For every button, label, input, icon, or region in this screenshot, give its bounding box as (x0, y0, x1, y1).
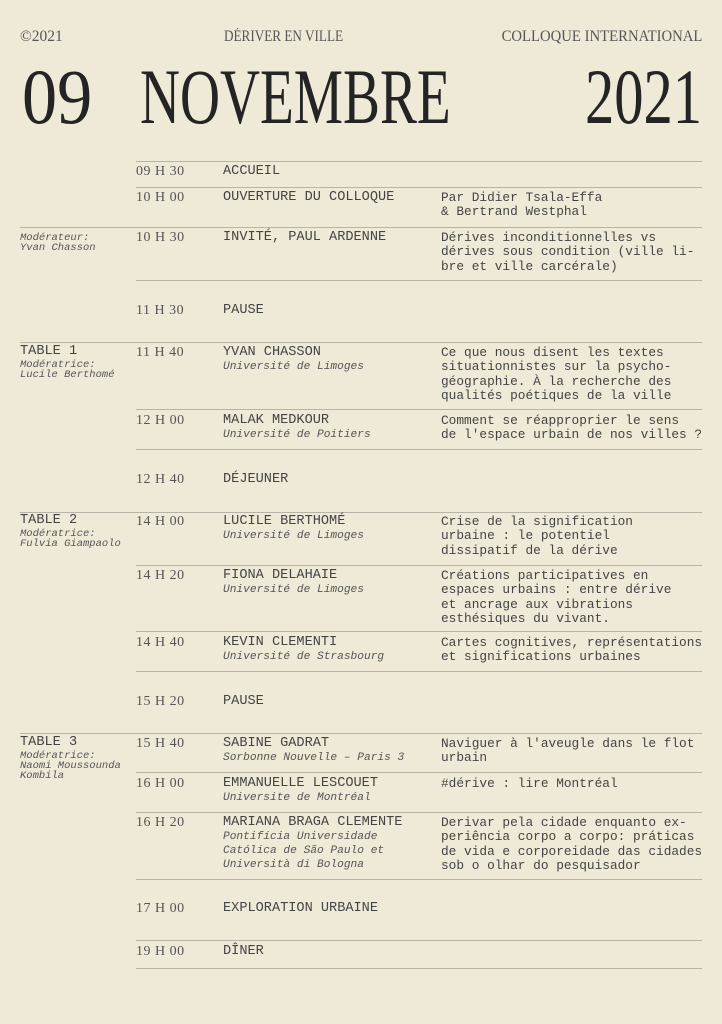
event-type: COLLOQUE INTERNATIONAL (501, 28, 702, 45)
title-column (223, 816, 438, 872)
table-block (20, 515, 134, 549)
speaker-name: MARIANA BRAGA CLEMENTE (223, 815, 403, 830)
divider (136, 968, 702, 969)
description: Dérives inconditionnelles vs dérives sous condition (ville li- bre et ville carcérale) (441, 230, 695, 274)
speaker-name: LUCILE BERTHOMÉ (223, 514, 346, 529)
title-column (223, 737, 438, 765)
speaker-affiliation: Université de Strasbourg (223, 651, 385, 663)
schedule-row (20, 879, 702, 940)
title-column (223, 414, 438, 442)
moderator-label: Modératrice: (20, 750, 96, 762)
session-title: EXPLORATION URBAINE (223, 901, 378, 916)
description: Par Didier Tsala-Effa & Bertrand Westphal (441, 190, 603, 220)
moderator-name: Fulvia Giampaolo (20, 538, 121, 550)
schedule-row (20, 280, 702, 342)
time: 16 H 20 (136, 815, 185, 830)
time: 15 H 20 (136, 694, 185, 709)
speaker-name: FIONA DELAHAIE (223, 568, 338, 583)
schedule-row (20, 812, 702, 879)
title-column (223, 304, 438, 318)
schedule-row (20, 512, 702, 565)
moderator-label: Modérateur: (20, 232, 90, 244)
speaker-name: KEVIN CLEMENTI (223, 635, 338, 650)
title-column (223, 191, 438, 205)
description: Créations participatives en espaces urbains : entre dérive et ancrage aux vibrations esthésiques du vivant. (441, 568, 672, 626)
session-title: OUVERTURE DU COLLOQUE (223, 190, 395, 205)
session-title: DÉJEUNER (223, 472, 289, 487)
speaker-affiliation: Université de Limoges (223, 361, 364, 373)
speaker-affiliation: Pontifícia Universidade Católica de São Paulo et Università di Bologna (223, 831, 385, 871)
session-title: PAUSE (223, 694, 264, 709)
time: 11 H 40 (136, 345, 185, 360)
time: 14 H 40 (136, 635, 185, 650)
moderator-block (20, 231, 134, 253)
title-column (223, 165, 438, 179)
title-column (223, 346, 438, 374)
title-column (223, 473, 438, 487)
description: Cartes cognitives, représentations et significations urbaines (441, 635, 703, 665)
speaker-affiliation: Universite de Montréal (223, 792, 371, 804)
schedule-row (20, 631, 702, 671)
time: 14 H 20 (136, 568, 185, 583)
time: 10 H 30 (136, 230, 185, 245)
time: 19 H 00 (136, 944, 185, 959)
description: Crise de la signification urbaine : le potentiel dissipatif de la dérive (441, 514, 633, 558)
time: 16 H 00 (136, 776, 185, 791)
date-month: NOVEMBRE (140, 53, 451, 140)
time: 09 H 30 (136, 164, 185, 179)
description: Naviguer à l'aveugle dans le flot urbain (441, 736, 695, 766)
speaker-affiliation: Université de Poitiers (223, 429, 371, 441)
description: Ce que nous disent les textes situationnistes sur la psycho- géographie. À la recherche des qualités poétiques de la ville (441, 345, 672, 403)
time: 15 H 40 (136, 736, 185, 751)
table-label: TABLE 2 (20, 513, 78, 528)
schedule-row (20, 772, 702, 812)
speaker-affiliation: Université de Limoges (223, 530, 364, 542)
speaker-affiliation: Sorbonne Nouvelle – Paris 3 (223, 752, 405, 764)
speaker-name: MALAK MEDKOUR (223, 413, 330, 428)
schedule-row (20, 161, 702, 187)
session-title: DÎNER (223, 944, 264, 959)
speaker-affiliation: Université de Limoges (223, 584, 364, 596)
schedule-row (20, 733, 702, 782)
moderator-name: Lucile Berthomé (20, 369, 115, 381)
title-column (223, 945, 438, 959)
time: 12 H 40 (136, 472, 185, 487)
moderator-label: Modératrice: (20, 528, 96, 540)
schedule-row (20, 342, 702, 409)
session-title: INVITÉ, PAUL ARDENNE (223, 230, 387, 245)
speaker-name: SABINE GADRAT (223, 736, 330, 751)
session-title: ACCUEIL (223, 164, 281, 179)
schedule-row (20, 565, 702, 631)
schedule-row (20, 671, 702, 733)
schedule-row (20, 409, 702, 449)
title-column (223, 902, 438, 916)
title-column (223, 636, 438, 664)
time: 12 H 00 (136, 413, 185, 428)
description: #dérive : lire Montréal (441, 776, 618, 791)
time: 14 H 00 (136, 514, 185, 529)
schedule-row (20, 449, 702, 512)
date-day: 09 (22, 53, 93, 140)
date-year: 2021 (585, 53, 702, 140)
title-column (223, 695, 438, 709)
moderator-name: Naomi Moussounda Kombila (20, 760, 121, 782)
speaker-name: YVAN CHASSON (223, 345, 321, 360)
moderator-label: Modératrice: (20, 359, 96, 371)
time: 11 H 30 (136, 303, 185, 318)
schedule-table (20, 161, 702, 969)
schedule-row (20, 187, 702, 227)
copyright-text: ©2021 (20, 28, 63, 45)
title-column (223, 231, 438, 245)
title-column (223, 515, 438, 543)
table-label: TABLE 1 (20, 344, 78, 359)
speaker-name: EMMANUELLE LESCOUET (223, 776, 378, 791)
time: 10 H 00 (136, 190, 185, 205)
event-name: DÉRIVER EN VILLE (224, 28, 344, 45)
title-column (223, 569, 438, 597)
time: 17 H 00 (136, 901, 185, 916)
schedule-row (20, 227, 702, 280)
moderator-name: Yvan Chasson (20, 242, 96, 254)
description: Derivar pela cidade enquanto ex- periência corpo a corpo: práticas de vida e corporeidade das cidades sob o olhar do pesquisador (441, 815, 703, 873)
description: Comment se réapproprier le sens de l'espace urbain de nos villes ? (441, 413, 703, 443)
session-title: PAUSE (223, 303, 264, 318)
table-block (20, 346, 134, 380)
table-label: TABLE 3 (20, 735, 78, 750)
title-column (223, 777, 438, 805)
schedule-row (20, 940, 702, 968)
